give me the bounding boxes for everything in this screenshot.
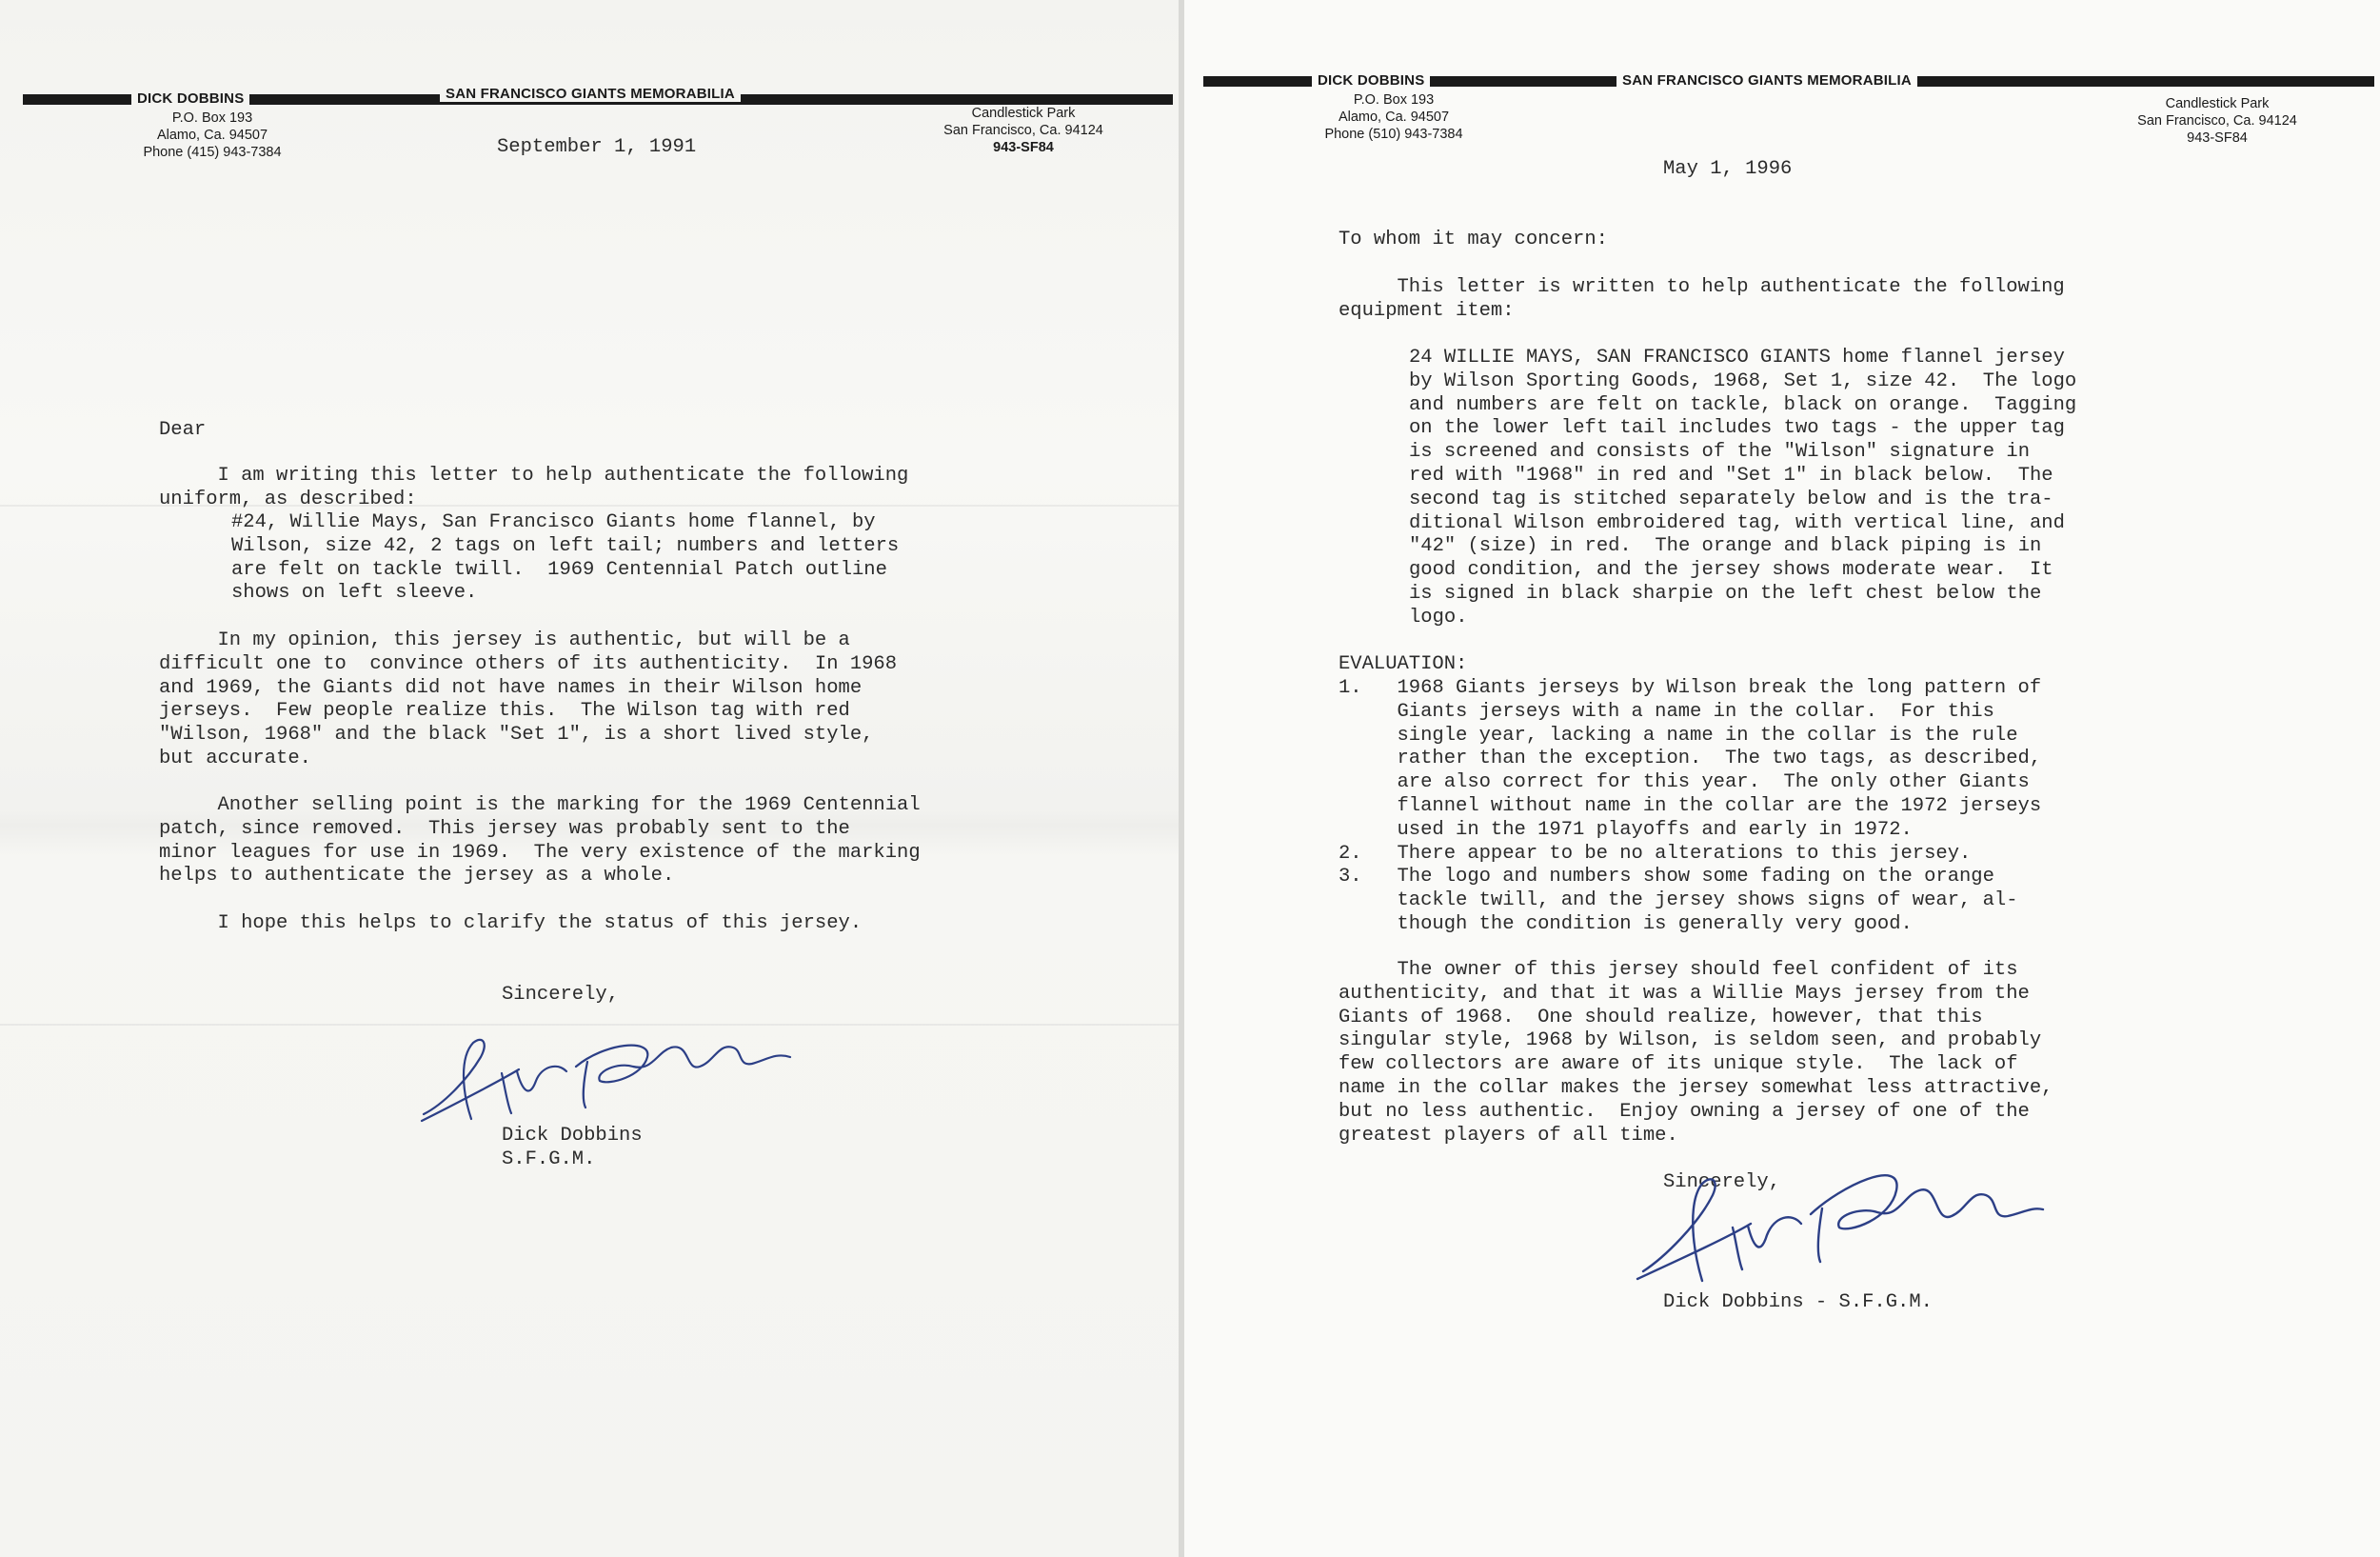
- park-name: Candlestick Park: [2165, 96, 2270, 111]
- text-line: I hope this helps to clarify the status of this jersey.: [159, 912, 863, 934]
- item-description: [1409, 347, 2076, 630]
- text-line: by Wilson Sporting Goods, 1968, Set 1, size 42. The logo: [1409, 369, 2077, 392]
- text-line: Wilson, size 42, 2 tags on left tail; numbers and letters: [231, 534, 900, 557]
- list-item: are also correct for this year. The only other Giants: [1339, 771, 2030, 794]
- list-item: 2. There appear to be no alterations to this jersey.: [1339, 842, 1972, 865]
- signer-line: Dick Dobbins - S.F.G.M.: [1663, 1291, 1933, 1313]
- salutation: To whom it may concern:: [1339, 229, 1608, 250]
- sender-phone: Phone (510) 943-7384: [1324, 127, 1463, 142]
- text-line: but accurate.: [159, 747, 311, 769]
- signature: [1632, 1148, 2051, 1300]
- paragraph-intro: [1339, 276, 2065, 324]
- text-line: good condition, and the jersey shows moderate wear. It: [1409, 559, 2053, 582]
- signer-title: S.F.G.M.: [502, 1148, 596, 1170]
- park-name: Candlestick Park: [971, 106, 1076, 121]
- text-line: #24, Willie Mays, San Francisco Giants home flannel, by: [231, 511, 876, 533]
- letterhead-company: SAN FRANCISCO GIANTS MEMORABILIA: [1616, 73, 1917, 89]
- text-line: equipment item:: [1339, 299, 1515, 322]
- park-city: San Francisco, Ca. 94124: [943, 123, 1103, 138]
- paragraph-closing: [1339, 959, 2053, 1148]
- text-line: singular style, 1968 by Wilson, is seldom seen, and probably: [1339, 1029, 2042, 1052]
- text-line: and 1969, the Giants did not have names in their Wilson home: [159, 676, 863, 699]
- sender-address: [112, 110, 312, 161]
- list-item: single year, lacking a name in the collar is the rule: [1339, 724, 2018, 747]
- park-city: San Francisco, Ca. 94124: [2137, 113, 2297, 129]
- text-line: helps to authenticate the jersey as a whole.: [159, 865, 675, 888]
- park-address: [914, 105, 1133, 156]
- paragraph-opinion: [159, 629, 897, 771]
- text-line: few collectors are aware of its unique style. The lack of: [1339, 1053, 2018, 1076]
- sender-address: [1289, 91, 1498, 143]
- text-line: This letter is written to help authenticate the following: [1339, 276, 2065, 298]
- text-line: name in the collar makes the jersey somewhat less attractive,: [1339, 1076, 2053, 1099]
- text-line: "Wilson, 1968" and the black "Set 1", is a short lived style,: [159, 724, 874, 747]
- list-item: Giants jerseys with a name in the collar. For this: [1339, 700, 1994, 723]
- text-line: are felt on tackle twill. 1969 Centennial Patch outline: [231, 558, 887, 581]
- letter-1996: [1184, 0, 2380, 1557]
- park-phone: 943-SF84: [2187, 130, 2248, 146]
- text-line: minor leagues for use in 1969. The very existence of the marking: [159, 841, 921, 864]
- text-line: I am writing this letter to help authenticate the following: [159, 465, 909, 487]
- closing: Sincerely,: [502, 984, 620, 1006]
- list-item: rather than the exception. The two tags, as described,: [1339, 748, 2042, 770]
- list-item: 1. 1968 Giants jerseys by Wilson break the long pattern of: [1339, 677, 2042, 699]
- list-item: used in the 1971 playoffs and early in 1972.: [1339, 818, 1913, 841]
- salutation: Dear: [159, 419, 207, 441]
- list-item: though the condition is generally very good.: [1339, 912, 1913, 935]
- text-line: Another selling point is the marking for the 1969 Centennial: [159, 794, 921, 816]
- text-line: jerseys. Few people realize this. The Wilson tag with red: [159, 700, 850, 723]
- sender-box: P.O. Box 193: [171, 110, 253, 126]
- letterhead-name: DICK DOBBINS: [1312, 73, 1430, 89]
- text-line: greatest players of all time.: [1339, 1124, 1678, 1147]
- text-line: authenticity, and that it was a Willie Mays jersey from the: [1339, 982, 2030, 1005]
- sender-box: P.O. Box 193: [1353, 92, 1435, 108]
- text-line: second tag is stitched separately below and is the tra-: [1409, 488, 2053, 510]
- text-line: Giants of 1968. One should realize, however, that this: [1339, 1006, 1983, 1028]
- text-line: logo.: [1409, 606, 1468, 629]
- text-line: uniform, as described:: [159, 488, 417, 510]
- text-line: ditional Wilson embroidered tag, with vertical line, and: [1409, 511, 2065, 534]
- text-line: shows on left sleeve.: [231, 582, 478, 605]
- park-address: [2103, 95, 2331, 147]
- letter-1991: [0, 0, 1179, 1557]
- evaluation-heading: EVALUATION:: [1339, 653, 1468, 675]
- paragraph-selling-point: [159, 794, 921, 888]
- paragraph-intro: [159, 465, 908, 512]
- text-line: difficult one to convince others of its authenticity. In 1968: [159, 652, 898, 675]
- text-line: is signed in black sharpie on the left chest below the: [1409, 582, 2042, 605]
- text-line: on the lower left tail includes two tags - the upper tag: [1409, 417, 2065, 440]
- evaluation-list: [1339, 677, 2041, 937]
- text-line: The owner of this jersey should feel confident of its: [1339, 959, 2018, 981]
- closing: Sincerely,: [1663, 1171, 1781, 1193]
- letterhead-company: SAN FRANCISCO GIANTS MEMORABILIA: [440, 87, 741, 102]
- list-item: flannel without name in the collar are the 1972 jerseys: [1339, 794, 2042, 817]
- list-item: 3. The logo and numbers show some fading on the orange: [1339, 866, 1994, 888]
- sender-city: Alamo, Ca. 94507: [156, 128, 268, 143]
- paragraph-closing: [159, 912, 862, 936]
- letterhead-name: DICK DOBBINS: [131, 91, 249, 107]
- list-item: tackle twill, and the jersey shows signs of wear, al-: [1339, 889, 2018, 912]
- letter-date: May 1, 1996: [1663, 158, 1793, 180]
- park-phone: 943-SF84: [993, 140, 1054, 155]
- text-line: patch, since removed. This jersey was probably sent to the: [159, 817, 850, 840]
- text-line: 24 WILLIE MAYS, SAN FRANCISCO GIANTS home flannel jersey: [1409, 347, 2065, 369]
- text-line: red with "1968" in red and "Set 1" in black below. The: [1409, 464, 2053, 487]
- text-line: In my opinion, this jersey is authentic, but will be a: [159, 629, 850, 651]
- letter-date: September 1, 1991: [497, 136, 697, 158]
- text-line: and numbers are felt on tackle, black on orange. Tagging: [1409, 393, 2077, 416]
- sender-phone: Phone (415) 943-7384: [143, 145, 282, 160]
- sender-city: Alamo, Ca. 94507: [1338, 110, 1450, 125]
- signature: [414, 1014, 814, 1138]
- item-description: [231, 511, 899, 606]
- signer-name: Dick Dobbins: [502, 1125, 643, 1147]
- text-line: but no less authentic. Enjoy owning a jersey of one of the: [1339, 1100, 2030, 1123]
- text-line: is screened and consists of the "Wilson" signature in: [1409, 441, 2031, 464]
- text-line: "42" (size) in red. The orange and black piping is in: [1409, 535, 2042, 558]
